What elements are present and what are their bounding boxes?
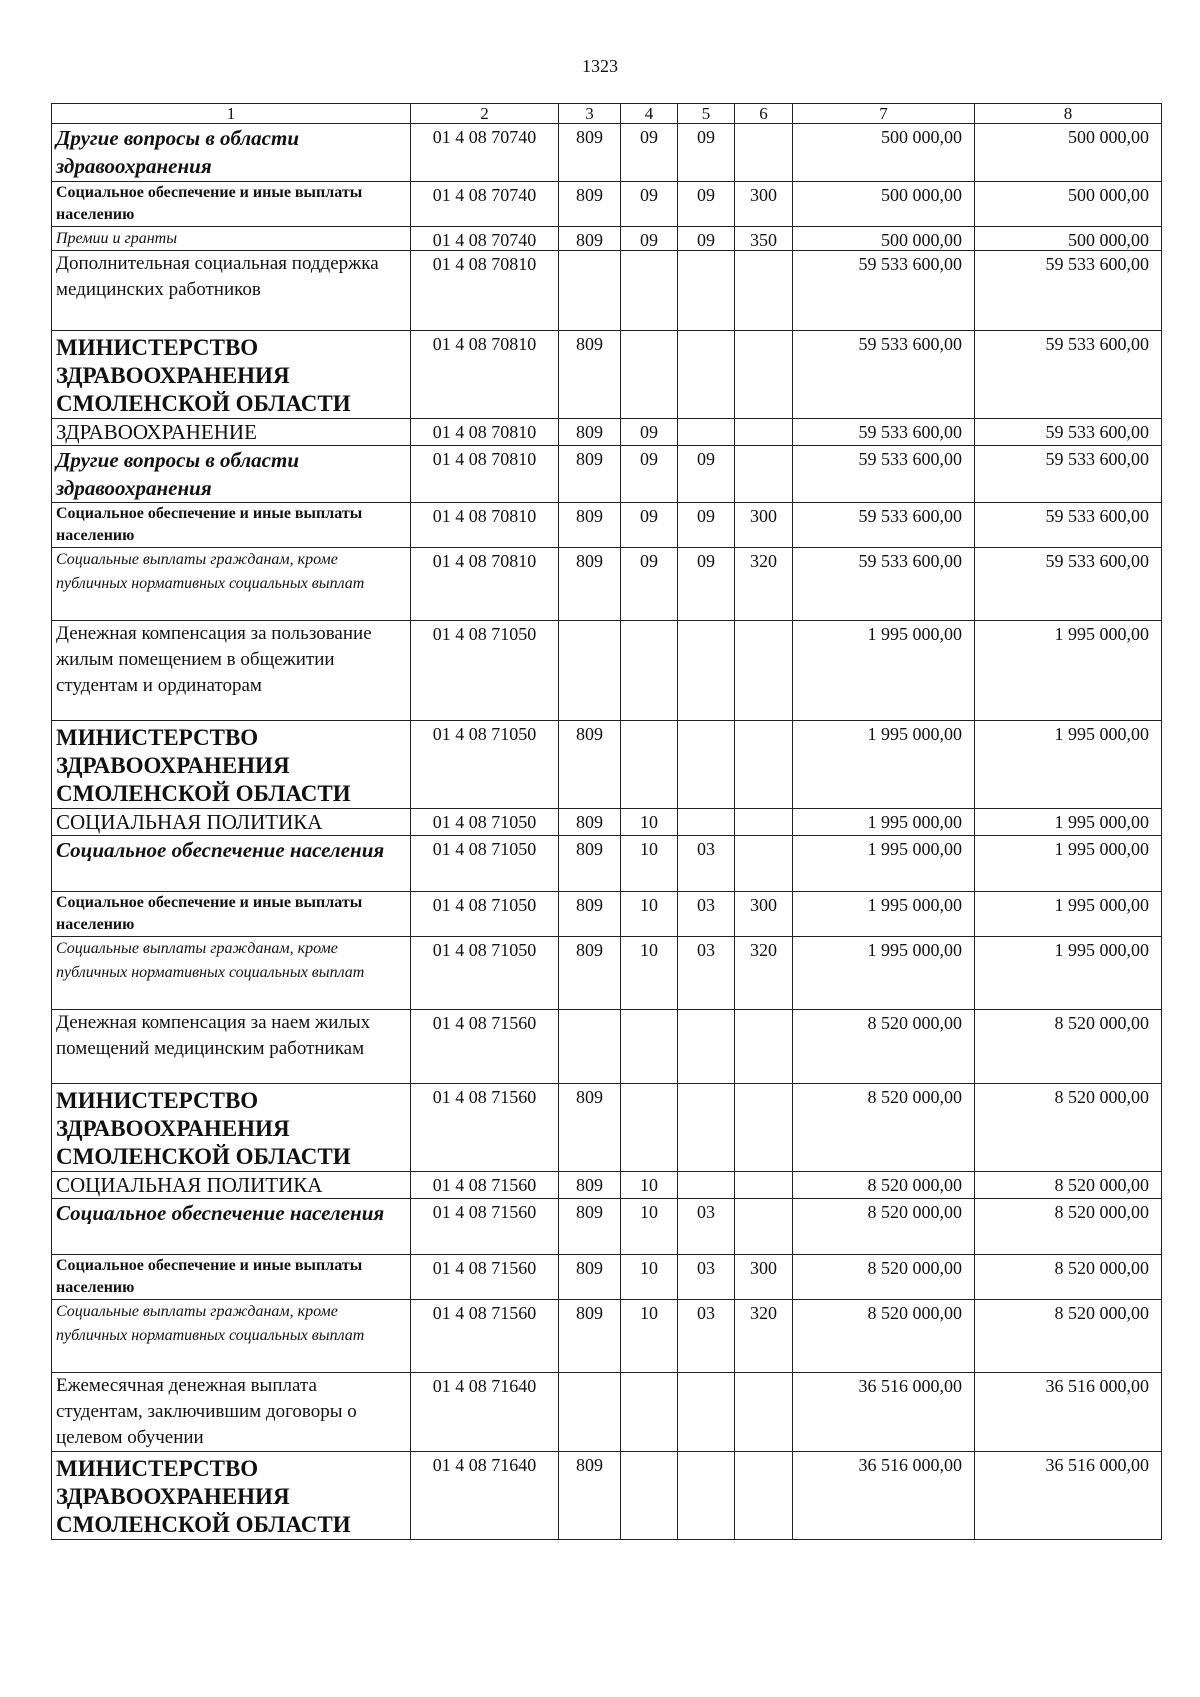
row-name: СОЦИАЛЬНАЯ ПОЛИТИКА: [52, 809, 411, 836]
expense-type-code: 300: [735, 892, 793, 937]
expense-type-code: [735, 1452, 793, 1540]
amount-col-7: 500 000,00: [793, 227, 975, 251]
table-row: [52, 1172, 1162, 1199]
expense-type-code: [735, 1010, 793, 1084]
section-code: 09: [621, 419, 678, 446]
page-number: 1323: [582, 56, 618, 76]
expense-type-code: 320: [735, 548, 793, 621]
column-header: 2: [411, 104, 559, 124]
ministry-code: 809: [559, 836, 621, 892]
section-code: 09: [621, 227, 678, 251]
section-code: 10: [621, 809, 678, 836]
table-row: [52, 1300, 1162, 1373]
amount-col-8: 1 995 000,00: [975, 721, 1162, 809]
row-name: СОЦИАЛЬНАЯ ПОЛИТИКА: [52, 1172, 411, 1199]
subsection-code: 03: [678, 937, 735, 1010]
amount-col-7: 1 995 000,00: [793, 621, 975, 721]
column-header: 5: [678, 104, 735, 124]
amount-col-8: 1 995 000,00: [975, 809, 1162, 836]
row-name: Социальное обеспечение населения: [52, 836, 411, 892]
amount-col-8: 36 516 000,00: [975, 1452, 1162, 1540]
subsection-code: [678, 1010, 735, 1084]
target-article-code: 01 4 08 70810: [411, 548, 559, 621]
ministry-code: 809: [559, 892, 621, 937]
subsection-code: 03: [678, 892, 735, 937]
row-name: Социальные выплаты гражданам, кроме публичных нормативных социальных выплат: [52, 937, 411, 1010]
subsection-code: [678, 721, 735, 809]
section-code: 09: [621, 124, 678, 182]
expense-type-code: 300: [735, 503, 793, 548]
table-row: [52, 1199, 1162, 1255]
amount-col-7: 36 516 000,00: [793, 1452, 975, 1540]
ministry-code: [559, 1010, 621, 1084]
section-code: [621, 1373, 678, 1452]
section-code: 09: [621, 446, 678, 503]
subsection-code: 09: [678, 548, 735, 621]
amount-col-8: 1 995 000,00: [975, 836, 1162, 892]
subsection-code: 03: [678, 1300, 735, 1373]
table-row: [52, 331, 1162, 419]
subsection-code: [678, 331, 735, 419]
ministry-code: 809: [559, 124, 621, 182]
amount-col-8: 1 995 000,00: [975, 937, 1162, 1010]
expense-type-code: [735, 809, 793, 836]
table-row: [52, 836, 1162, 892]
target-article-code: 01 4 08 71050: [411, 836, 559, 892]
row-name: Дополнительная социальная поддержка медицинских работников: [52, 251, 411, 331]
expense-type-code: 300: [735, 1255, 793, 1300]
ministry-code: 809: [559, 548, 621, 621]
ministry-code: 809: [559, 1172, 621, 1199]
row-name: Социальное обеспечение и иные выплаты населению: [52, 892, 411, 937]
table-row: [52, 419, 1162, 446]
section-code: 10: [621, 937, 678, 1010]
target-article-code: 01 4 08 70740: [411, 124, 559, 182]
section-code: [621, 251, 678, 331]
amount-col-8: 8 520 000,00: [975, 1084, 1162, 1172]
amount-col-7: 1 995 000,00: [793, 892, 975, 937]
expense-type-code: [735, 124, 793, 182]
target-article-code: 01 4 08 71050: [411, 892, 559, 937]
target-article-code: 01 4 08 71560: [411, 1084, 559, 1172]
table-row: [52, 721, 1162, 809]
table-row: [52, 182, 1162, 227]
section-code: 09: [621, 503, 678, 548]
amount-col-7: 500 000,00: [793, 182, 975, 227]
target-article-code: 01 4 08 71560: [411, 1010, 559, 1084]
expense-type-code: [735, 446, 793, 503]
ministry-code: 809: [559, 1300, 621, 1373]
ministry-code: 809: [559, 227, 621, 251]
section-code: [621, 1084, 678, 1172]
amount-col-8: 8 520 000,00: [975, 1255, 1162, 1300]
row-name: Денежная компенсация за пользование жилым помещением в общежитии студентам и ординаторам: [52, 621, 411, 721]
amount-col-7: 1 995 000,00: [793, 937, 975, 1010]
amount-col-7: 8 520 000,00: [793, 1084, 975, 1172]
ministry-code: 809: [559, 419, 621, 446]
amount-col-8: 8 520 000,00: [975, 1010, 1162, 1084]
subsection-code: [678, 251, 735, 331]
amount-col-7: 59 533 600,00: [793, 503, 975, 548]
ministry-code: 809: [559, 182, 621, 227]
subsection-code: 03: [678, 1199, 735, 1255]
subsection-code: [678, 419, 735, 446]
amount-col-7: 1 995 000,00: [793, 836, 975, 892]
expense-type-code: [735, 1084, 793, 1172]
amount-col-7: 36 516 000,00: [793, 1373, 975, 1452]
amount-col-7: 1 995 000,00: [793, 809, 975, 836]
subsection-code: [678, 1084, 735, 1172]
ministry-code: 809: [559, 1084, 621, 1172]
row-name: Премии и гранты: [52, 227, 411, 251]
table-row: [52, 937, 1162, 1010]
amount-col-7: 59 533 600,00: [793, 331, 975, 419]
expense-type-code: [735, 331, 793, 419]
target-article-code: 01 4 08 71560: [411, 1300, 559, 1373]
amount-col-8: 500 000,00: [975, 124, 1162, 182]
row-name: Социальное обеспечение и иные выплаты населению: [52, 1255, 411, 1300]
expense-type-code: 350: [735, 227, 793, 251]
ministry-code: 809: [559, 721, 621, 809]
amount-col-8: 8 520 000,00: [975, 1300, 1162, 1373]
table-row: [52, 1084, 1162, 1172]
column-header: 7: [793, 104, 975, 124]
table-row: [52, 1373, 1162, 1452]
table-row: [52, 621, 1162, 721]
subsection-code: [678, 1373, 735, 1452]
expense-type-code: [735, 621, 793, 721]
row-name: ЗДРАВООХРАНЕНИЕ: [52, 419, 411, 446]
subsection-code: 09: [678, 446, 735, 503]
amount-col-7: 500 000,00: [793, 124, 975, 182]
subsection-code: [678, 809, 735, 836]
target-article-code: 01 4 08 71560: [411, 1172, 559, 1199]
target-article-code: 01 4 08 70810: [411, 419, 559, 446]
target-article-code: 01 4 08 70810: [411, 251, 559, 331]
amount-col-8: 500 000,00: [975, 182, 1162, 227]
section-code: 09: [621, 182, 678, 227]
table-row: [52, 446, 1162, 503]
expense-type-code: [735, 419, 793, 446]
column-header: 1: [52, 104, 411, 124]
amount-col-8: 59 533 600,00: [975, 331, 1162, 419]
section-code: 10: [621, 1255, 678, 1300]
ministry-code: 809: [559, 446, 621, 503]
row-name: Другие вопросы в области здравоохранения: [52, 446, 411, 503]
row-name: Социальные выплаты гражданам, кроме публичных нормативных социальных выплат: [52, 1300, 411, 1373]
amount-col-7: 8 520 000,00: [793, 1172, 975, 1199]
amount-col-7: 8 520 000,00: [793, 1300, 975, 1373]
amount-col-8: 59 533 600,00: [975, 446, 1162, 503]
column-header: 3: [559, 104, 621, 124]
ministry-code: 809: [559, 937, 621, 1010]
column-number-row: [52, 104, 1162, 124]
expense-type-code: [735, 1172, 793, 1199]
expense-type-code: [735, 1373, 793, 1452]
section-code: 10: [621, 836, 678, 892]
amount-col-7: 8 520 000,00: [793, 1010, 975, 1084]
amount-col-8: 8 520 000,00: [975, 1172, 1162, 1199]
subsection-code: 09: [678, 124, 735, 182]
target-article-code: 01 4 08 71050: [411, 621, 559, 721]
row-name: МИНИСТЕРСТВО ЗДРАВООХРАНЕНИЯ СМОЛЕНСКОЙ ОБЛАСТИ: [52, 1084, 411, 1172]
amount-col-8: 59 533 600,00: [975, 251, 1162, 331]
table-row: [52, 1010, 1162, 1084]
target-article-code: 01 4 08 71560: [411, 1255, 559, 1300]
row-name: Другие вопросы в области здравоохранения: [52, 124, 411, 182]
section-code: 10: [621, 892, 678, 937]
table-row: [52, 251, 1162, 331]
ministry-code: [559, 1373, 621, 1452]
table-row: [52, 124, 1162, 182]
ministry-code: [559, 251, 621, 331]
expense-type-code: [735, 836, 793, 892]
expense-type-code: 320: [735, 1300, 793, 1373]
row-name: МИНИСТЕРСТВО ЗДРАВООХРАНЕНИЯ СМОЛЕНСКОЙ ОБЛАСТИ: [52, 1452, 411, 1540]
section-code: 10: [621, 1199, 678, 1255]
section-code: [621, 1452, 678, 1540]
target-article-code: 01 4 08 71050: [411, 809, 559, 836]
subsection-code: 09: [678, 503, 735, 548]
target-article-code: 01 4 08 70810: [411, 331, 559, 419]
expense-type-code: [735, 721, 793, 809]
amount-col-7: 59 533 600,00: [793, 548, 975, 621]
table-row: [52, 548, 1162, 621]
target-article-code: 01 4 08 71050: [411, 721, 559, 809]
amount-col-8: 59 533 600,00: [975, 503, 1162, 548]
subsection-code: 03: [678, 836, 735, 892]
table-row: [52, 503, 1162, 548]
amount-col-7: 59 533 600,00: [793, 251, 975, 331]
target-article-code: 01 4 08 70740: [411, 182, 559, 227]
row-name: Социальное обеспечение населения: [52, 1199, 411, 1255]
section-code: 10: [621, 1300, 678, 1373]
row-name: Социальные выплаты гражданам, кроме публичных нормативных социальных выплат: [52, 548, 411, 621]
row-name: Ежемесячная денежная выплата студентам, заключившим договоры о целевом обучении: [52, 1373, 411, 1452]
ministry-code: [559, 621, 621, 721]
amount-col-8: 59 533 600,00: [975, 548, 1162, 621]
expense-type-code: [735, 251, 793, 331]
section-code: [621, 331, 678, 419]
subsection-code: 09: [678, 227, 735, 251]
target-article-code: 01 4 08 71640: [411, 1452, 559, 1540]
subsection-code: [678, 1452, 735, 1540]
column-header: 4: [621, 104, 678, 124]
amount-col-7: 59 533 600,00: [793, 419, 975, 446]
amount-col-7: 8 520 000,00: [793, 1199, 975, 1255]
row-name: Денежная компенсация за наем жилых помещений медицинским работникам: [52, 1010, 411, 1084]
amount-col-7: 8 520 000,00: [793, 1255, 975, 1300]
expense-type-code: 300: [735, 182, 793, 227]
amount-col-8: 500 000,00: [975, 227, 1162, 251]
amount-col-8: 1 995 000,00: [975, 621, 1162, 721]
target-article-code: 01 4 08 71640: [411, 1373, 559, 1452]
amount-col-8: 59 533 600,00: [975, 419, 1162, 446]
subsection-code: 03: [678, 1255, 735, 1300]
row-name: МИНИСТЕРСТВО ЗДРАВООХРАНЕНИЯ СМОЛЕНСКОЙ ОБЛАСТИ: [52, 721, 411, 809]
table-row: [52, 227, 1162, 251]
expense-type-code: [735, 1199, 793, 1255]
column-header: 6: [735, 104, 793, 124]
section-code: 10: [621, 1172, 678, 1199]
ministry-code: 809: [559, 1452, 621, 1540]
amount-col-7: 1 995 000,00: [793, 721, 975, 809]
subsection-code: 09: [678, 182, 735, 227]
column-header: 8: [975, 104, 1162, 124]
subsection-code: [678, 621, 735, 721]
subsection-code: [678, 1172, 735, 1199]
ministry-code: 809: [559, 331, 621, 419]
target-article-code: 01 4 08 70740: [411, 227, 559, 251]
target-article-code: 01 4 08 71560: [411, 1199, 559, 1255]
budget-table: [51, 103, 1162, 1540]
section-code: [621, 621, 678, 721]
ministry-code: 809: [559, 809, 621, 836]
table-row: [52, 809, 1162, 836]
expense-type-code: 320: [735, 937, 793, 1010]
target-article-code: 01 4 08 70810: [411, 503, 559, 548]
table-row: [52, 892, 1162, 937]
amount-col-8: 1 995 000,00: [975, 892, 1162, 937]
row-name: Социальное обеспечение и иные выплаты населению: [52, 503, 411, 548]
amount-col-8: 36 516 000,00: [975, 1373, 1162, 1452]
target-article-code: 01 4 08 71050: [411, 937, 559, 1010]
row-name: Социальное обеспечение и иные выплаты населению: [52, 182, 411, 227]
ministry-code: 809: [559, 1255, 621, 1300]
section-code: 09: [621, 548, 678, 621]
ministry-code: 809: [559, 503, 621, 548]
table-row: [52, 1452, 1162, 1540]
section-code: [621, 721, 678, 809]
section-code: [621, 1010, 678, 1084]
amount-col-8: 8 520 000,00: [975, 1199, 1162, 1255]
row-name: МИНИСТЕРСТВО ЗДРАВООХРАНЕНИЯ СМОЛЕНСКОЙ ОБЛАСТИ: [52, 331, 411, 419]
ministry-code: 809: [559, 1199, 621, 1255]
table-row: [52, 1255, 1162, 1300]
amount-col-7: 59 533 600,00: [793, 446, 975, 503]
target-article-code: 01 4 08 70810: [411, 446, 559, 503]
